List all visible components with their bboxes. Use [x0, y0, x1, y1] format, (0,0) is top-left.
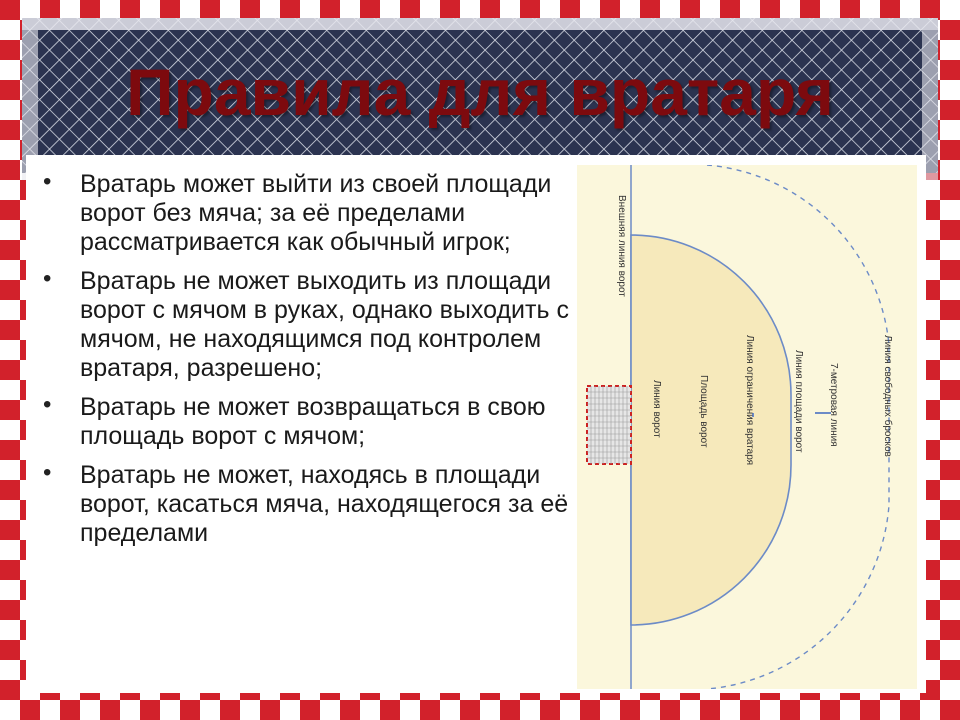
rule-text: Вратарь не может, находясь в площади ворот, касаться мяча, находящегося за её пределами: [80, 461, 569, 547]
bullet-icon: •: [43, 391, 52, 418]
slide-title: Правила для вратаря: [126, 55, 834, 129]
goal-line-label: Линия ворот: [651, 380, 662, 438]
bullet-icon: •: [43, 168, 52, 195]
list-item: [40, 267, 570, 383]
outer-goal-line-label: Внешняя линия ворот: [616, 195, 627, 297]
bullet-icon: •: [43, 459, 52, 486]
list-item: [40, 461, 570, 548]
goalkeeper-restraining-line-label: Линия ограничения вратаря: [744, 335, 755, 466]
court-diagram: [577, 165, 917, 689]
goal-area-line-label: Линия площади ворот: [793, 350, 804, 453]
list-item: [40, 393, 570, 451]
goal-area-label: Площадь ворот: [698, 375, 709, 448]
free-throw-line-label: Линия свободных бросков: [882, 335, 893, 457]
bullet-icon: •: [43, 265, 52, 292]
rule-text: Вратарь может выйти из своей площади ворот без мяча; за её пределами рассматривается как обычный игрок;: [80, 170, 552, 256]
list-item: [40, 170, 570, 257]
rule-text: Вратарь не может выходить из площади ворот с мячом в руках, однако выходить с мячом, не находящимся под контролем вратаря, разрешено;: [80, 267, 569, 382]
goal-net: [587, 386, 631, 464]
seven-meter-line-label: 7-метровая линия: [828, 363, 839, 447]
rule-text: Вратарь не может возвращаться в свою площадь ворот с мячом;: [80, 393, 546, 450]
rules-list: [40, 170, 570, 558]
